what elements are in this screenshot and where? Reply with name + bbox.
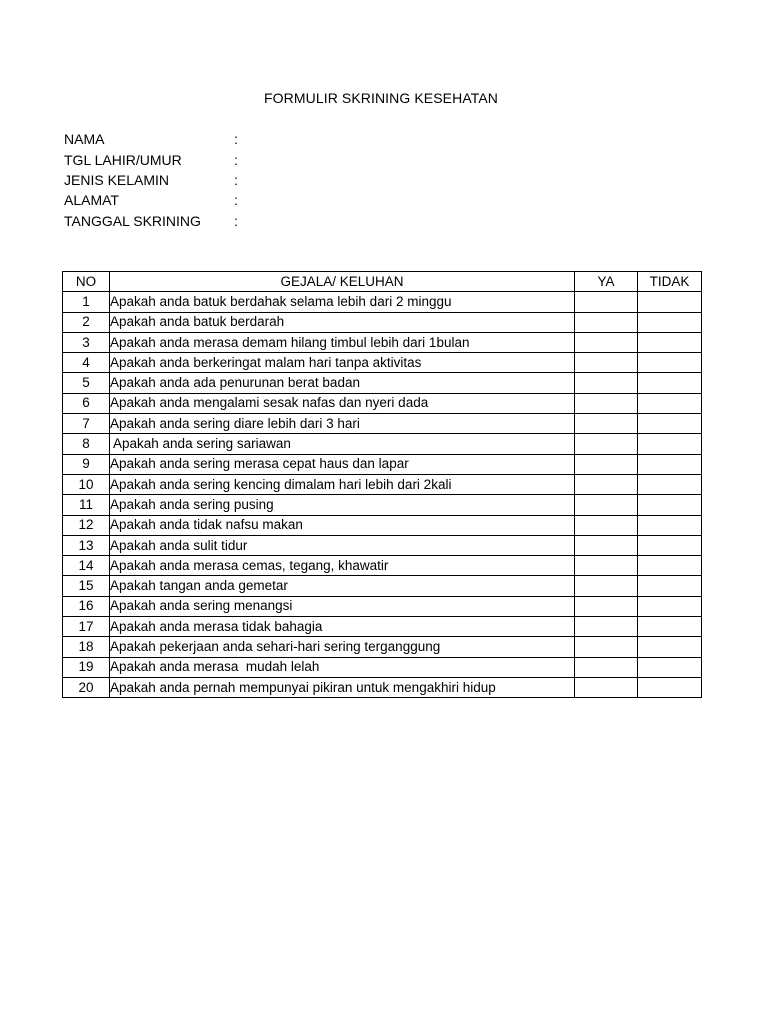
answer-ya-cell[interactable] [575,637,638,657]
table-row [63,556,702,576]
answer-tidak-cell[interactable] [638,576,702,596]
row-question: Apakah tangan anda gemetar [110,576,575,596]
field-alamat [64,190,244,210]
field-label: TGL LAHIR/UMUR [64,151,182,168]
header-tidak: TIDAK [638,272,702,292]
screening-table [62,271,702,698]
answer-tidak-cell[interactable] [638,596,702,616]
row-number: 14 [63,556,110,576]
answer-tidak-cell[interactable] [638,535,702,555]
row-question: Apakah pekerjaan anda sehari-hari sering terganggung [110,637,575,657]
field-label: NAMA [64,131,105,148]
answer-tidak-cell[interactable] [638,495,702,515]
row-question: Apakah anda merasa tidak bahagia [110,617,575,637]
row-number: 8 [63,434,110,454]
answer-tidak-cell[interactable] [638,373,702,393]
row-number: 5 [63,373,110,393]
answer-tidak-cell[interactable] [638,414,702,434]
answer-tidak-cell[interactable] [638,657,702,677]
answer-tidak-cell[interactable] [638,332,702,352]
answer-tidak-cell[interactable] [638,515,702,535]
row-question: Apakah anda ada penurunan berat badan [110,373,575,393]
answer-ya-cell[interactable] [575,677,638,697]
answer-tidak-cell[interactable] [638,434,702,454]
table-row [63,474,702,494]
row-number: 17 [63,617,110,637]
answer-ya-cell[interactable] [575,373,638,393]
answer-ya-cell[interactable] [575,312,638,332]
row-question: Apakah anda sering sariawan [110,434,575,454]
field-colon: : [234,131,238,148]
row-number: 3 [63,332,110,352]
table-row [63,657,702,677]
table-row [63,393,702,413]
row-question: Apakah anda tidak nafsu makan [110,515,575,535]
row-number: 15 [63,576,110,596]
answer-tidak-cell[interactable] [638,393,702,413]
header-symptom: GEJALA/ KELUHAN [110,272,575,292]
field-tgl-lahir-umur [64,149,244,169]
row-number: 13 [63,535,110,555]
table-row [63,535,702,555]
row-number: 4 [63,353,110,373]
row-question: Apakah anda sering pusing [110,495,575,515]
answer-ya-cell[interactable] [575,414,638,434]
field-nama [64,129,244,149]
row-number: 12 [63,515,110,535]
row-number: 9 [63,454,110,474]
table-row [63,292,702,312]
table-row [63,515,702,535]
field-tanggal-skrining [64,211,244,231]
row-number: 19 [63,657,110,677]
table-row [63,353,702,373]
row-question: Apakah anda pernah mempunyai pikiran untuk mengakhiri hidup [110,677,575,697]
answer-tidak-cell[interactable] [638,677,702,697]
answer-tidak-cell[interactable] [638,637,702,657]
row-question: Apakah anda sering merasa cepat haus dan lapar [110,454,575,474]
row-question: Apakah anda merasa cemas, tegang, khawatir [110,556,575,576]
row-question: Apakah anda merasa mudah lelah [110,657,575,677]
table-row [63,414,702,434]
row-number: 16 [63,596,110,616]
row-question: Apakah anda sering diare lebih dari 3 hari [110,414,575,434]
row-number: 10 [63,474,110,494]
answer-tidak-cell[interactable] [638,353,702,373]
row-number: 2 [63,312,110,332]
row-number: 20 [63,677,110,697]
answer-ya-cell[interactable] [575,535,638,555]
answer-tidak-cell[interactable] [638,556,702,576]
field-label: ALAMAT [64,192,119,209]
field-colon: : [234,212,238,229]
answer-tidak-cell[interactable] [638,454,702,474]
answer-ya-cell[interactable] [575,556,638,576]
row-question: Apakah anda batuk berdahak selama lebih dari 2 minggu [110,292,575,312]
header-ya: YA [575,272,638,292]
field-colon: : [234,192,238,209]
answer-ya-cell[interactable] [575,393,638,413]
answer-tidak-cell[interactable] [638,292,702,312]
form-title: FORMULIR SKRINING KESEHATAN [264,90,498,106]
answer-ya-cell[interactable] [575,657,638,677]
table-row [63,312,702,332]
answer-ya-cell[interactable] [575,495,638,515]
answer-ya-cell[interactable] [575,474,638,494]
answer-ya-cell[interactable] [575,434,638,454]
table-header-row [63,272,702,292]
answer-tidak-cell[interactable] [638,617,702,637]
table-row [63,677,702,697]
answer-ya-cell[interactable] [575,515,638,535]
table-body [63,292,702,698]
row-number: 6 [63,393,110,413]
row-question: Apakah anda batuk berdarah [110,312,575,332]
table-row [63,576,702,596]
answer-tidak-cell[interactable] [638,312,702,332]
table-row [63,596,702,616]
table-row [63,495,702,515]
row-question: Apakah anda mengalami sesak nafas dan nyeri dada [110,393,575,413]
row-question: Apakah anda sulit tidur [110,535,575,555]
row-number: 18 [63,637,110,657]
table-row [63,434,702,454]
header-no: NO [63,272,110,292]
table-row [63,332,702,352]
table-row [63,617,702,637]
row-question: Apakah anda berkeringat malam hari tanpa aktivitas [110,353,575,373]
table-row [63,454,702,474]
row-question: Apakah anda sering menangsi [110,596,575,616]
answer-ya-cell[interactable] [575,353,638,373]
row-question: Apakah anda merasa demam hilang timbul lebih dari 1bulan [110,332,575,352]
answer-ya-cell[interactable] [575,292,638,312]
answer-ya-cell[interactable] [575,454,638,474]
table-row [63,373,702,393]
row-number: 7 [63,414,110,434]
field-colon: : [234,151,238,168]
field-label: TANGGAL SKRINING [64,212,201,229]
field-label: JENIS KELAMIN [64,171,170,188]
field-jenis-kelamin [64,170,244,190]
field-colon: : [234,171,238,188]
row-number: 1 [63,292,110,312]
answer-ya-cell[interactable] [575,617,638,637]
answer-ya-cell[interactable] [575,332,638,352]
row-number: 11 [63,495,110,515]
answer-tidak-cell[interactable] [638,474,702,494]
identity-fields [64,129,244,231]
answer-ya-cell[interactable] [575,596,638,616]
answer-ya-cell[interactable] [575,576,638,596]
row-question: Apakah anda sering kencing dimalam hari lebih dari 2kali [110,474,575,494]
table-row [63,637,702,657]
